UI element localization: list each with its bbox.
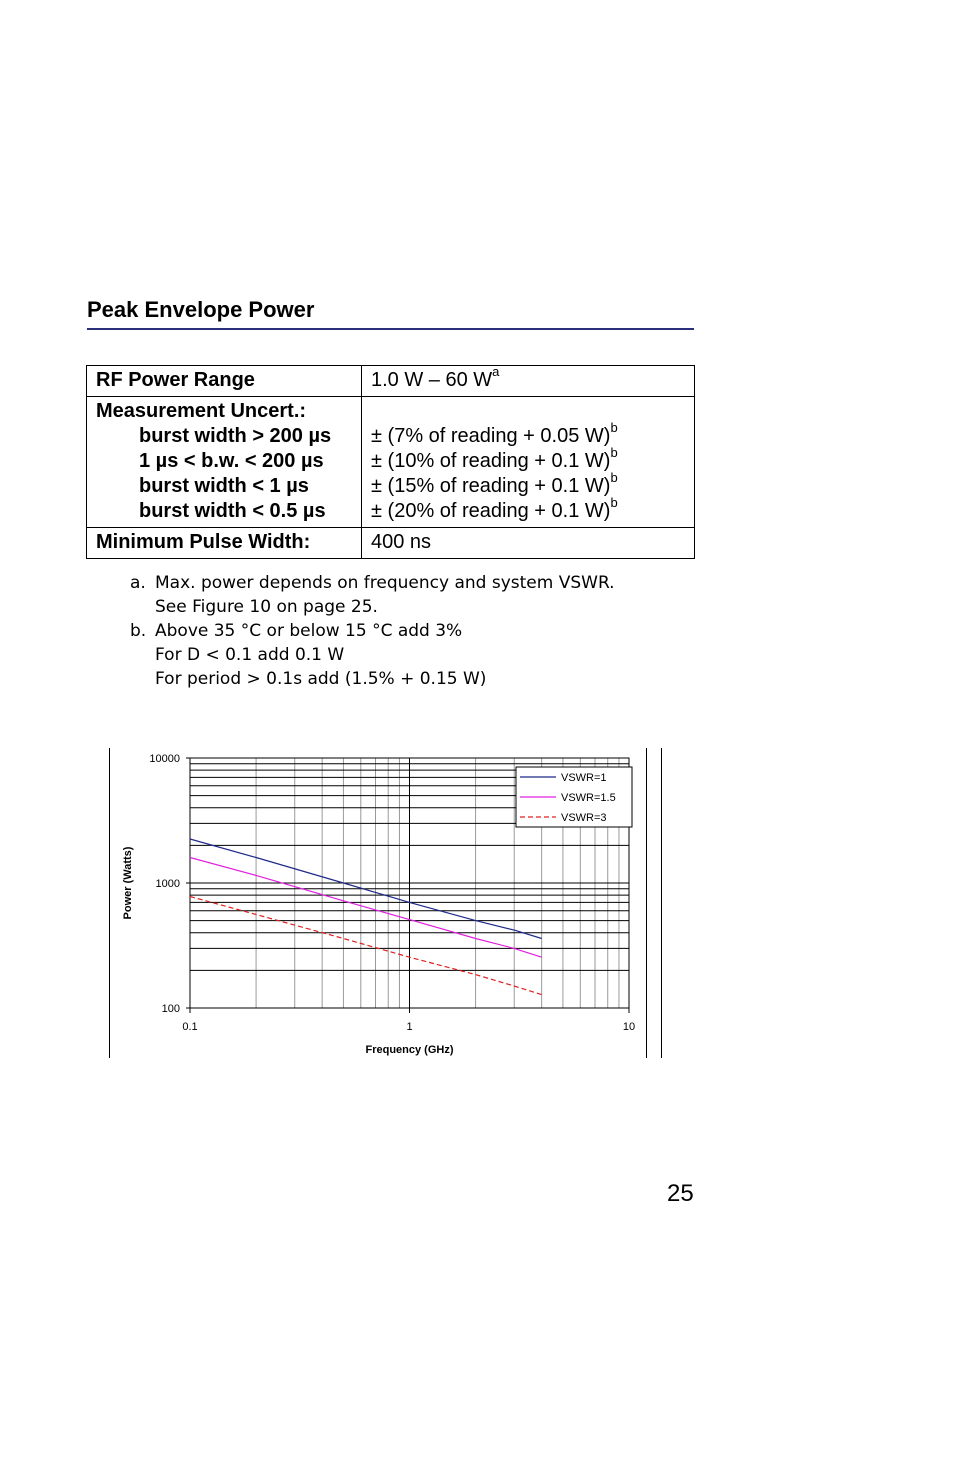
y-tick-label: 10000 [149,753,180,765]
legend-label: VSWR=3 [561,812,607,824]
page-number: 25 [667,1180,694,1207]
footnotes [130,571,655,691]
spec-value: 400 ns [362,528,695,559]
footnote-line: See Figure 10 on page 25. [155,597,378,617]
y-tick-label: 1000 [155,878,180,890]
spec-sub-value [371,470,685,499]
spec-sub-value-text: ± (7% of reading + 0.05 W) [371,425,611,447]
footnote-ref: b [610,420,618,436]
footnote-line: Above 35 °C or below 15 °C add 3% [155,621,463,641]
spec-sub-value-text: ± (20% of reading + 0.1 W) [371,500,611,522]
series-line-2 [190,858,542,958]
spec-label [87,397,362,528]
spec-sub-label: 1 µs < b.w. < 200 µs [139,450,324,472]
footnote-ref: a [492,364,500,380]
spec-sub-value [371,420,685,449]
x-tick-label: 1 [406,1021,413,1033]
y-axis-label: Power (Watts) [122,846,134,920]
footnote-line: For period > 0.1s add (1.5% + 0.15 W) [155,669,487,689]
spec-sub-value-text: ± (15% of reading + 0.1 W) [371,475,611,497]
x-tick-label: 10 [622,1021,636,1033]
spec-group-label: Measurement Uncert.: [96,400,307,422]
spec-value [362,366,695,397]
spec-sub-label: burst width > 200 µs [139,425,332,447]
x-axis-label: Frequency (GHz) [365,1044,454,1056]
title-divider [87,328,694,330]
spec-label: Minimum Pulse Width: [87,528,362,559]
chart-canvas [109,748,662,1058]
footnote-ref: b [610,445,618,461]
footnote-line: Max. power depends on frequency and system VSWR. [155,573,615,593]
table-row [87,528,695,559]
power-frequency-chart [109,748,662,1058]
legend-label: VSWR=1.5 [561,792,616,804]
spec-value-text: 1.0 W – 60 W [371,369,493,391]
x-tick-label: 0.1 [182,1021,198,1033]
footnote-ref: b [610,495,618,511]
spec-sub-value [371,445,685,474]
footnote-marker: a. [130,573,146,593]
table-row [87,366,695,397]
footnote-a [130,571,655,619]
legend-label: VSWR=1 [561,772,607,784]
footnote-line: For D < 0.1 add 0.1 W [155,645,345,665]
spec-sub-value-text: ± (10% of reading + 0.1 W) [371,450,611,472]
footnote-ref: b [610,470,618,486]
table-row [87,397,695,528]
spec-sub-value [371,495,685,524]
spec-value [362,397,695,528]
footnote-b [130,619,655,691]
spacer-line [371,399,685,424]
section-title: Peak Envelope Power [87,297,315,322]
spec-table [86,365,695,559]
spec-sub-label: burst width < 0.5 µs [139,500,326,522]
y-tick-label: 100 [161,1003,180,1015]
footnote-marker: b. [130,621,147,641]
spec-label: RF Power Range [87,366,362,397]
spec-sub-label: burst width < 1 µs [139,475,309,497]
